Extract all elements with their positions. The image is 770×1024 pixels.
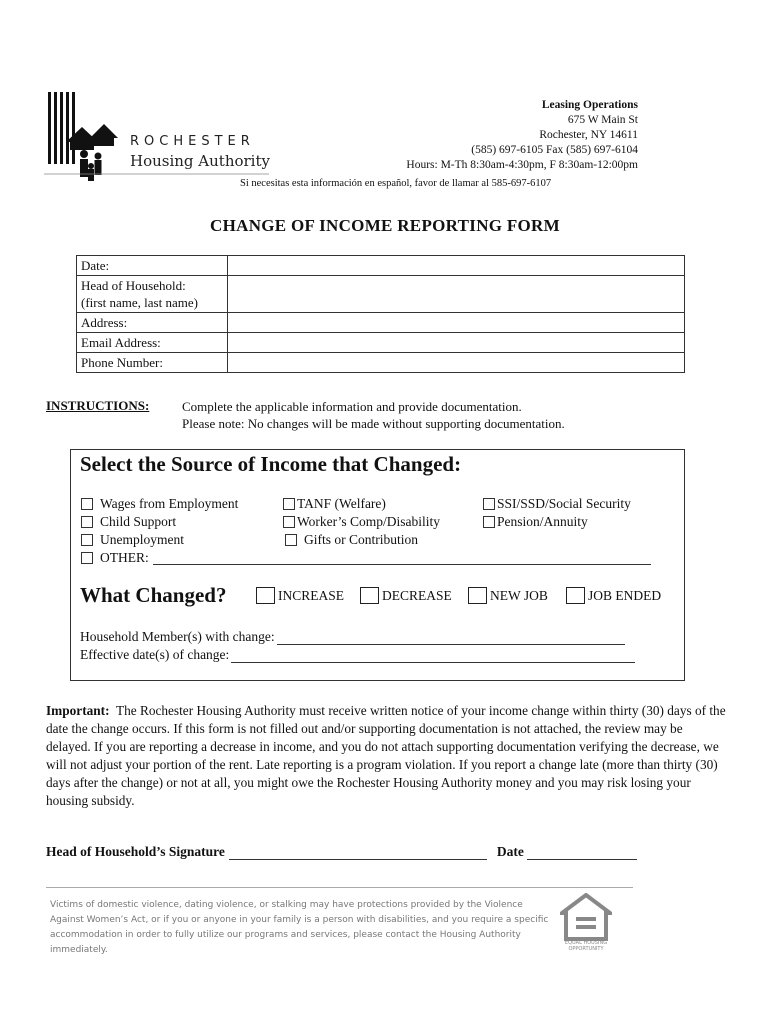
- household-member-row: [80, 629, 625, 645]
- option-label: Unemployment: [100, 532, 184, 547]
- checkbox-pension[interactable]: [483, 516, 495, 528]
- field-label: Head of Household: (first name, last name): [77, 276, 228, 313]
- checkbox-workers-comp[interactable]: [283, 516, 295, 528]
- important-label: Important:: [46, 703, 110, 718]
- option-label: TANF (Welfare): [297, 496, 386, 511]
- household-member-input[interactable]: [277, 630, 625, 645]
- option-job-ended[interactable]: [566, 587, 661, 604]
- option-label: JOB ENDED: [588, 587, 662, 603]
- effective-date-label: Effective date(s) of change:: [80, 647, 230, 662]
- option-tanf[interactable]: [283, 495, 440, 513]
- instructions-label: INSTRUCTIONS:: [46, 398, 150, 413]
- option-workers-comp[interactable]: [283, 513, 440, 531]
- option-increase[interactable]: [256, 587, 344, 604]
- checkbox-other[interactable]: [81, 552, 93, 564]
- option-label: Wages from Employment: [100, 496, 239, 511]
- office-name: Leasing Operations: [541, 99, 638, 111]
- office-hours: Hours: M-Th 8:30am-4:30pm, F 8:30am-12:00pm: [406, 159, 638, 171]
- field-label: Date:: [77, 256, 228, 276]
- checkbox-new-job[interactable]: [468, 587, 487, 604]
- address-field[interactable]: [228, 313, 685, 333]
- checkbox-gifts[interactable]: [285, 534, 297, 546]
- important-notice: [46, 702, 726, 810]
- other-input-line[interactable]: [153, 551, 651, 565]
- checkbox-tanf[interactable]: [283, 498, 295, 510]
- field-label: Address:: [77, 313, 228, 333]
- signature-label: Head of Household’s Signature: [46, 844, 225, 859]
- field-label: Phone Number:: [77, 353, 228, 373]
- what-changed-heading: What Changed?: [80, 583, 227, 607]
- table-row: [77, 313, 685, 333]
- checkbox-decrease[interactable]: [360, 587, 379, 604]
- option-label: DECREASE: [382, 587, 452, 603]
- option-decrease[interactable]: [360, 587, 452, 604]
- signature-date-input[interactable]: [527, 845, 637, 860]
- table-row: [77, 256, 685, 276]
- effective-date-input[interactable]: [231, 648, 635, 663]
- footer-divider: [46, 887, 633, 888]
- option-label: OTHER:: [100, 550, 149, 565]
- vawa-notice: Victims of domestic violence, dating violence, or stalking may have protections provided by the Violence Against Women’s Act, or if you or anyone in your family is a person with disabilities, and you require a specific accommodation in order to fully utilize our programs and services, please contact the Housing Authority immediately.: [50, 900, 549, 955]
- email-field[interactable]: [228, 333, 685, 353]
- option-label: NEW JOB: [490, 587, 548, 603]
- source-column-3: [483, 495, 631, 531]
- eho-line-2: OPPORTUNITY: [568, 946, 604, 952]
- checkbox-increase[interactable]: [256, 587, 275, 604]
- field-label: Email Address:: [77, 333, 228, 353]
- instructions-text: [182, 398, 565, 432]
- checkbox-ssi[interactable]: [483, 498, 495, 510]
- signature-row: [46, 844, 637, 860]
- head-of-household-field[interactable]: [228, 276, 685, 313]
- eho-line-1: EQUAL HOUSING: [564, 940, 608, 946]
- checkbox-unemployment[interactable]: [81, 534, 93, 546]
- option-label: INCREASE: [278, 587, 345, 603]
- option-label: Worker’s Comp/Disability: [297, 514, 441, 529]
- phone-field[interactable]: [228, 353, 685, 373]
- important-text: The Rochester Housing Authority must receive written notice of your income change within thirty (30) days of the date the change occurs. If this form is not filled out and/or supporting documentation is not attached, the review may be delayed. If you are reporting a decrease in income, and you do not attach supporting documentation verifying the decrease, we will not adjust your portion of the rent. Late reporting is a program violation. If you report a change late (more than thirty (30) days after the change) or not at all, you might owe the Rochester Housing Authority money and you may risk losing your housing subsidy.: [46, 703, 726, 808]
- effective-date-row: [80, 647, 635, 663]
- signature-input[interactable]: [229, 845, 487, 860]
- option-label: Child Support: [100, 514, 177, 529]
- household-info-table: [76, 255, 685, 373]
- office-phone: (585) 697-6105 Fax (585) 697-6104: [471, 144, 638, 156]
- form-title: CHANGE OF INCOME REPORTING FORM: [210, 216, 560, 235]
- logo-line-rochester: ROCHESTER: [130, 134, 255, 149]
- option-label: Pension/Annuity: [497, 514, 588, 529]
- option-pension[interactable]: [483, 513, 631, 531]
- office-city: Rochester, NY 14611: [539, 129, 638, 141]
- option-label: SSI/SSD/Social Security: [497, 496, 631, 511]
- equal-housing-text: [556, 940, 616, 952]
- instructions-line-1: Complete the applicable information and provide documentation.: [182, 399, 522, 414]
- office-address: [406, 98, 638, 173]
- instructions-line-2: Please note: No changes will be made without supporting documentation.: [182, 416, 565, 431]
- checkbox-child-support[interactable]: [81, 516, 93, 528]
- office-street: 675 W Main St: [567, 114, 638, 126]
- option-label: Gifts or Contribution: [304, 532, 418, 547]
- table-row: [77, 333, 685, 353]
- table-row: [77, 276, 685, 313]
- option-ssi[interactable]: [483, 495, 631, 513]
- spanish-note: Si necesitas esta información en español, favor de llamar al 585-697-6107: [240, 178, 552, 189]
- logo-line-housing-authority: Housing Authority: [130, 152, 270, 170]
- date-field[interactable]: [228, 256, 685, 276]
- option-gifts[interactable]: [285, 531, 440, 549]
- source-column-2: [283, 495, 440, 549]
- household-member-label: Household Member(s) with change:: [80, 629, 275, 644]
- table-row: [77, 353, 685, 373]
- date-label: Date: [496, 844, 524, 859]
- checkbox-wages[interactable]: [81, 498, 93, 510]
- option-other[interactable]: [81, 549, 651, 567]
- source-heading: Select the Source of Income that Changed:: [80, 452, 462, 476]
- option-new-job[interactable]: [468, 587, 548, 604]
- checkbox-job-ended[interactable]: [566, 587, 585, 604]
